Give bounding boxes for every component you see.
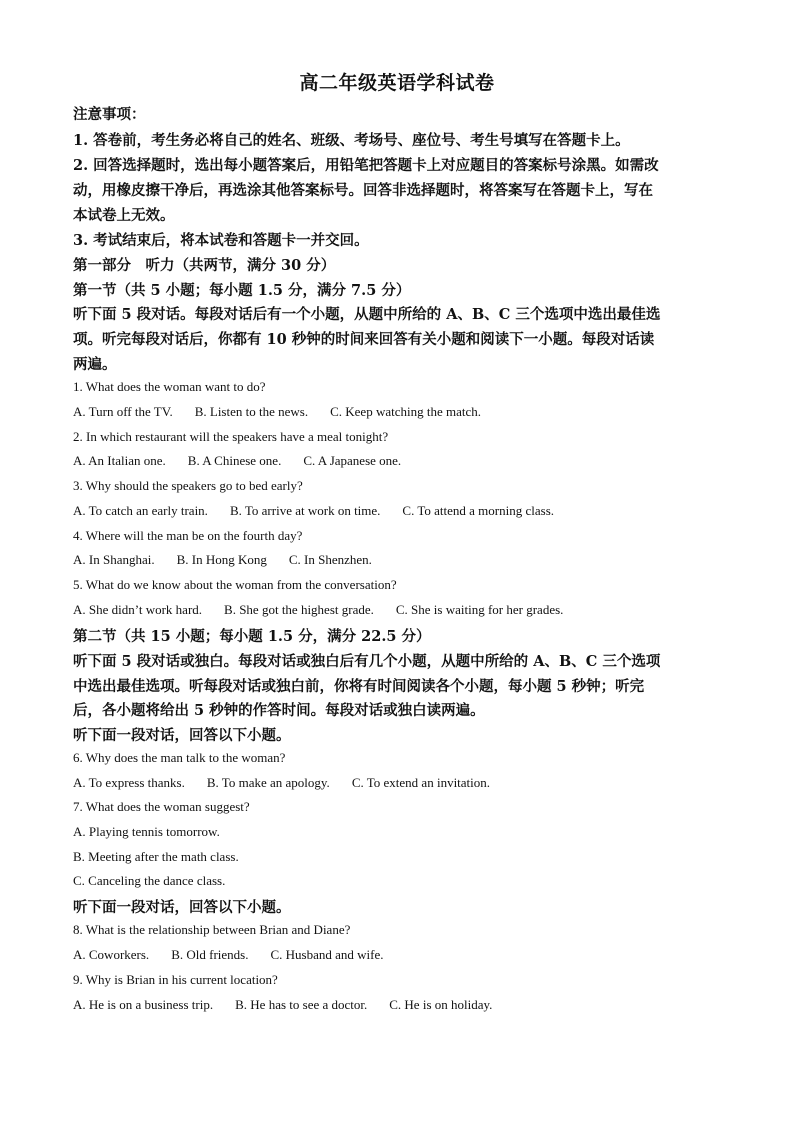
question-2-options xyxy=(73,453,401,469)
option-a: A. An Italian one. xyxy=(73,453,166,468)
question-3-stem: 3. Why should the speakers go to bed early? xyxy=(73,478,303,493)
option-a: A. Coworkers. xyxy=(73,947,150,962)
section2-instruction-line-1: 听下面 5 段对话或独白。每段对话或独白后有几个小题，从题中所给的 A、B、C 三个选项 xyxy=(73,653,661,670)
section1-instruction-line-1: 听下面 5 段对话。每段对话后有一个小题，从题中所给的 A、B、C 三个选项中选出最佳选 xyxy=(73,306,661,323)
question-7-option-a: A. Playing tennis tomorrow. xyxy=(73,824,220,839)
notice-item-2-line-2: 动，用橡皮擦干净后，再选涂其他答案标号。回答非选择题时，将答案写在答题卡上，写在 xyxy=(73,182,653,199)
option-c: C. Husband and wife. xyxy=(270,947,384,962)
section2-instruction-line-2: 中选出最佳选项。听每段对话或独白前，你将有时间阅读各个小题，每小题 5 秒钟；听完 xyxy=(73,678,645,695)
question-6-options xyxy=(73,775,490,791)
question-8-options xyxy=(73,947,383,963)
notice-item-3: 3. 考试结束后，将本试卷和答题卡一并交回。 xyxy=(73,232,369,249)
dialog-instruction: 听下面一段对话，回答以下小题。 xyxy=(73,899,291,916)
option-b: B. In Hong Kong xyxy=(176,552,267,567)
dialog-instruction: 听下面一段对话，回答以下小题。 xyxy=(73,727,291,744)
notice-item-1: 1. 答卷前，考生务必将自己的姓名、班级、考场号、座位号、考生号填写在答题卡上。 xyxy=(73,132,630,149)
page-title: 高二年级英语学科试卷 xyxy=(299,72,495,94)
question-8-stem: 8. What is the relationship between Brian and Diane? xyxy=(73,922,351,937)
question-1-stem: 1. What does the woman want to do? xyxy=(73,379,266,394)
option-b: B. He has to see a doctor. xyxy=(235,997,368,1012)
notice-item-2-line-1: 2. 回答选择题时，选出每小题答案后，用铅笔把答题卡上对应题目的答案标号涂黑。如需改 xyxy=(73,157,659,174)
option-c: C. A Japanese one. xyxy=(303,453,402,468)
option-b: B. Old friends. xyxy=(171,947,249,962)
option-c: C. To attend a morning class. xyxy=(402,503,554,518)
question-4-stem: 4. Where will the man be on the fourth day? xyxy=(73,528,303,543)
part1-heading: 第一部分 听力（共两节，满分 30 分） xyxy=(73,257,336,274)
option-a: A. In Shanghai. xyxy=(73,552,155,567)
section1-heading: 第一节（共 5 小题；每小题 1.5 分，满分 7.5 分） xyxy=(73,282,411,299)
option-b: B. To make an apology. xyxy=(206,775,330,790)
question-9-options xyxy=(73,997,492,1013)
option-a: A. Turn off the TV. xyxy=(73,404,173,419)
option-a: A. She didn’t work hard. xyxy=(73,602,203,617)
option-a: A. To express thanks. xyxy=(73,775,185,790)
question-4-options xyxy=(73,552,372,568)
option-a: A. He is on a business trip. xyxy=(73,997,214,1012)
question-6-stem: 6. Why does the man talk to the woman? xyxy=(73,750,286,765)
question-5-options xyxy=(73,602,563,618)
option-c: C. She is waiting for her grades. xyxy=(395,602,564,617)
option-b: B. A Chinese one. xyxy=(187,453,282,468)
question-1-options xyxy=(73,404,481,420)
question-7-option-b: B. Meeting after the math class. xyxy=(73,849,239,864)
option-a: A. To catch an early train. xyxy=(73,503,208,518)
section2-heading: 第二节（共 15 小题；每小题 1.5 分，满分 22.5 分） xyxy=(73,628,431,645)
question-3-options xyxy=(73,503,554,519)
option-c: C. Keep watching the match. xyxy=(330,404,481,419)
section1-instruction-line-3: 两遍。 xyxy=(73,356,117,373)
option-b: B. She got the highest grade. xyxy=(224,602,374,617)
notice-item-2-line-3: 本试卷上无效。 xyxy=(73,207,175,224)
question-2-stem: 2. In which restaurant will the speakers have a meal tonight? xyxy=(73,429,389,444)
notice-heading: 注意事项： xyxy=(73,106,146,123)
question-7-stem: 7. What does the woman suggest? xyxy=(73,799,250,814)
question-9-stem: 9. Why is Brian in his current location? xyxy=(73,972,278,987)
question-7-option-c: C. Canceling the dance class. xyxy=(73,873,226,888)
option-b: B. Listen to the news. xyxy=(194,404,309,419)
question-5-stem: 5. What do we know about the woman from the conversation? xyxy=(73,577,397,592)
section2-instruction-line-3: 后，各小题将给出 5 秒钟的作答时间。每段对话或独白读两遍。 xyxy=(73,702,485,719)
section1-instruction-line-2: 项。听完每段对话后，你都有 10 秒钟的时间来回答有关小题和阅读下一小题。每段对话读 xyxy=(73,331,655,348)
option-c: C. He is on holiday. xyxy=(389,997,493,1012)
option-b: B. To arrive at work on time. xyxy=(229,503,381,518)
option-c: C. In Shenzhen. xyxy=(288,552,372,567)
option-c: C. To extend an invitation. xyxy=(351,775,491,790)
